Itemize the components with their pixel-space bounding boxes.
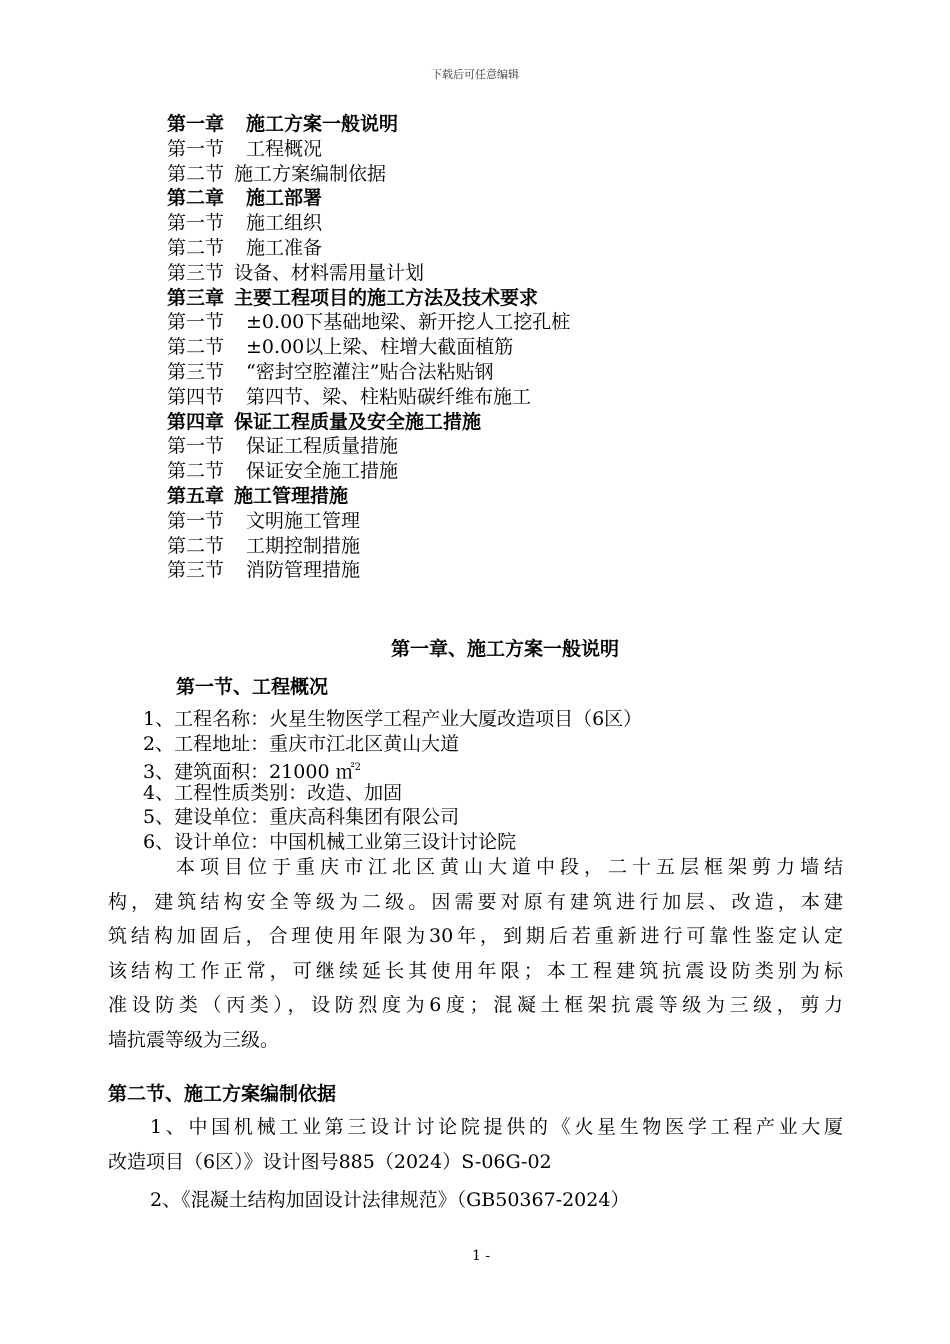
toc-section: 第四节 第四节、梁、柱粘贴碳纤维布施工 <box>167 385 532 408</box>
toc-chapter: 第五章 施工管理措施 <box>167 484 349 507</box>
toc-section: 第一节 文明施工管理 <box>167 509 361 532</box>
info-item: 2、工程地址：重庆市江北区黄山大道 <box>143 732 460 755</box>
toc-section: 第二节 工期控制措施 <box>167 534 361 557</box>
toc-section: 第一节 保证工程质量措施 <box>167 435 399 458</box>
section-2-title: 第二节、施工方案编制依据 <box>108 1083 337 1105</box>
paragraph-line: 2、《混凝土结构加固设计法律规范》（GB50367-2024） <box>150 1189 630 1211</box>
paragraph-line: 改造项目（6区）》设计图号885（2024）S-06G-02 <box>108 1150 552 1173</box>
info-item: 5、建设单位：重庆高科集团有限公司 <box>143 806 460 828</box>
basis-item-1 <box>108 1110 843 1179</box>
paragraph-line: 该结构工作正常，可继续延长其使用年限；本工程建筑抗震设防类别为标 <box>108 959 843 982</box>
info-item: 3、建筑面积：21000 ㎡$^2$ <box>143 761 361 783</box>
toc-section: 第二节 施工准备 <box>167 236 323 259</box>
info-item: 6、设计单位：中国机械工业第三设计讨论院 <box>143 830 517 853</box>
project-info-list <box>143 707 642 854</box>
page-number: 1 - <box>472 1248 491 1264</box>
toc-section: 第二节 保证安全施工措施 <box>167 460 399 483</box>
project-description-paragraph <box>108 850 843 1057</box>
toc-section: 第三节 “密封空腔灌注”贴合法粘贴钢 <box>167 360 494 383</box>
area-superscript: 2 <box>354 762 361 773</box>
page-header: 下载后可任意编辑 <box>431 68 519 81</box>
toc-section: 第一节 工程概况 <box>167 137 323 160</box>
toc-section: 第一节 施工组织 <box>167 212 323 235</box>
paragraph-line: 构，建筑结构安全等级为二级。因需要对原有建筑进行加层、改造，本建 <box>108 890 843 913</box>
toc-section: 第一节 ±0.00下基础地梁、新开挖人工挖孔桩 <box>167 311 571 334</box>
section-1-title: 第一节、工程概况 <box>176 676 329 698</box>
info-item: 4、工程性质类别：改造、加固 <box>143 781 403 804</box>
info-item: 1、工程名称：火星生物医学工程产业大厦改造项目（6区） <box>143 708 643 730</box>
paragraph-line: 1、中国机械工业第三设计讨论院提供的《火星生物医学工程产业大厦 <box>150 1116 843 1138</box>
paragraph-line: 筑结构加固后，合理使用年限为30年，到期后若重新进行可靠性鉴定认定 <box>108 925 843 947</box>
toc-section: 第三节 设备、材料需用量计划 <box>167 261 425 284</box>
basis-item-2 <box>108 1183 843 1218</box>
toc-chapter: 第四章 保证工程质量及安全施工措施 <box>167 410 482 433</box>
paragraph-line: 本项目位于重庆市江北区黄山大道中段，二十五层框架剪力墙结 <box>176 856 843 878</box>
chapter-1-title: 第一章、施工方案一般说明 <box>390 638 619 660</box>
toc-section: 第二节 ±0.00以上梁、柱增大截面植筋 <box>167 336 514 359</box>
toc-section: 第三节 消防管理措施 <box>167 559 361 582</box>
toc-section: 第二节 施工方案编制依据 <box>167 162 387 185</box>
table-of-contents <box>167 112 867 583</box>
toc-chapter: 第一章 施工方案一般说明 <box>167 113 399 135</box>
toc-chapter: 第三章 主要工程项目的施工方法及技术要求 <box>167 286 539 309</box>
paragraph-line: 准设防类（丙类），设防烈度为6度；混凝土框架抗震等级为三级，剪力 <box>108 994 843 1016</box>
paragraph-line: 墙抗震等级为三级。 <box>108 1028 280 1051</box>
toc-chapter: 第二章 施工部署 <box>167 187 323 210</box>
